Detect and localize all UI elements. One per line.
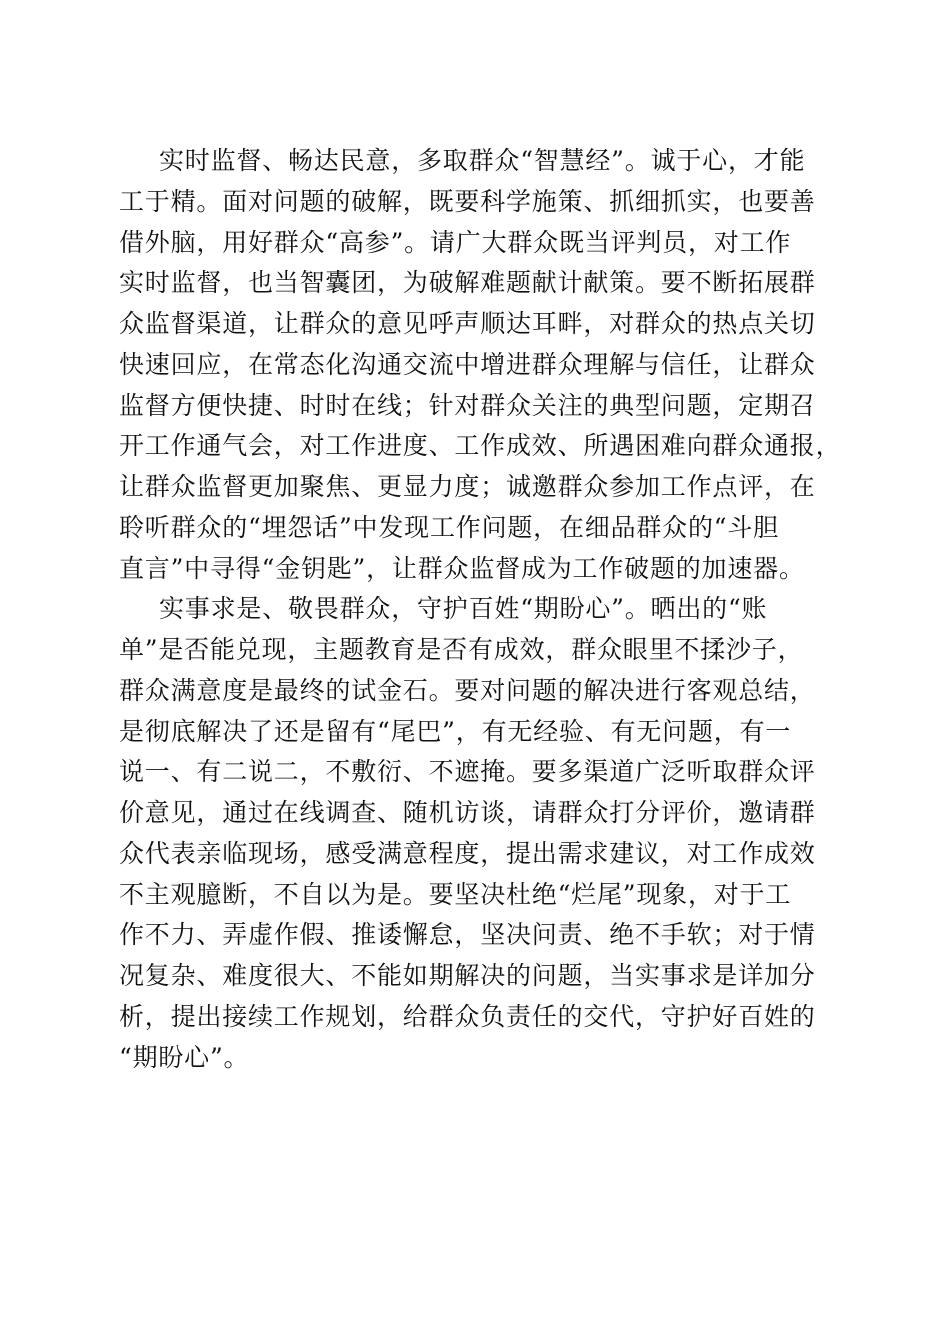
paragraph-line: 直言”中寻得“金钥匙”，让群众监督成为工作破题的加速器。	[119, 553, 805, 583]
paragraph-line: 实时监督，也当智囊团，为破解难题献计献策。要不断拓展群	[119, 268, 816, 298]
document-body	[119, 141, 842, 1078]
paragraph-line: 工于精。面对问题的破解，既要科学施策、抓细抓实，也要善	[119, 186, 816, 216]
paragraph-line: 借外脑，用好群众“高参”。请广大群众既当评判员，对工作	[119, 227, 792, 257]
paragraph-line: 况复杂、难度很大、不能如期解决的问题，当实事求是详加分	[119, 961, 816, 990]
paragraph-line: 开工作通气会，对工作进度、工作成效、所遇困难向群众通报，	[119, 431, 842, 461]
paragraph-line: 监督方便快捷、时时在线；针对群众关注的典型问题，定期召	[119, 390, 816, 420]
paragraph-line: 说一、有二说二，不敷衍、不遮掩。要多渠道广泛听取群众评	[119, 757, 816, 787]
paragraph-1	[119, 141, 842, 589]
paragraph-line: 作不力、弄虚作假、推诿懈怠，坚决问责、绝不手软；对于情	[119, 920, 816, 950]
paragraph-2	[119, 589, 839, 1078]
paragraph-line: 群众满意度是最终的试金石。要对问题的解决进行客观总结，	[119, 675, 816, 705]
paragraph-line: 不主观臆断，不自以为是。要坚决杜绝“烂尾”现象，对于工	[119, 879, 792, 909]
paragraph-line: 价意见，通过在线调查、随机访谈，请群众打分评价，邀请群	[119, 798, 816, 827]
paragraph-line: 实事求是、敬畏群众，守护百姓“期盼心”。晒出的“账	[159, 594, 768, 624]
paragraph-line: 众代表亲临现场，感受满意程度，提出需求建议，对工作成效	[119, 838, 816, 868]
paragraph-line: 是彻底解决了还是留有“尾巴”，有无经验、有无问题，有一	[119, 716, 792, 746]
paragraph-line: 快速回应，在常态化沟通交流中增进群众理解与信任，让群众	[119, 349, 816, 379]
paragraph-line: 实时监督、畅达民意，多取群众“智慧经”。诚于心，才能	[159, 146, 806, 175]
paragraph-line: “期盼心”。	[119, 1042, 250, 1072]
paragraph-line: 单”是否能兑现，主题教育是否有成效，群众眼里不揉沙子，	[119, 635, 804, 664]
paragraph-line: 析，提出接续工作规划，给群众负责任的交代，守护好百姓的	[119, 1001, 816, 1031]
paragraph-line: 众监督渠道，让群众的意见呼声顺达耳畔，对群众的热点关切	[119, 309, 816, 338]
paragraph-line: 让群众监督更加聚焦、更显力度；诚邀群众参加工作点评，在	[119, 472, 816, 501]
paragraph-line: 聆听群众的“埋怨话”中发现工作问题，在细品群众的“斗胆	[119, 512, 779, 542]
